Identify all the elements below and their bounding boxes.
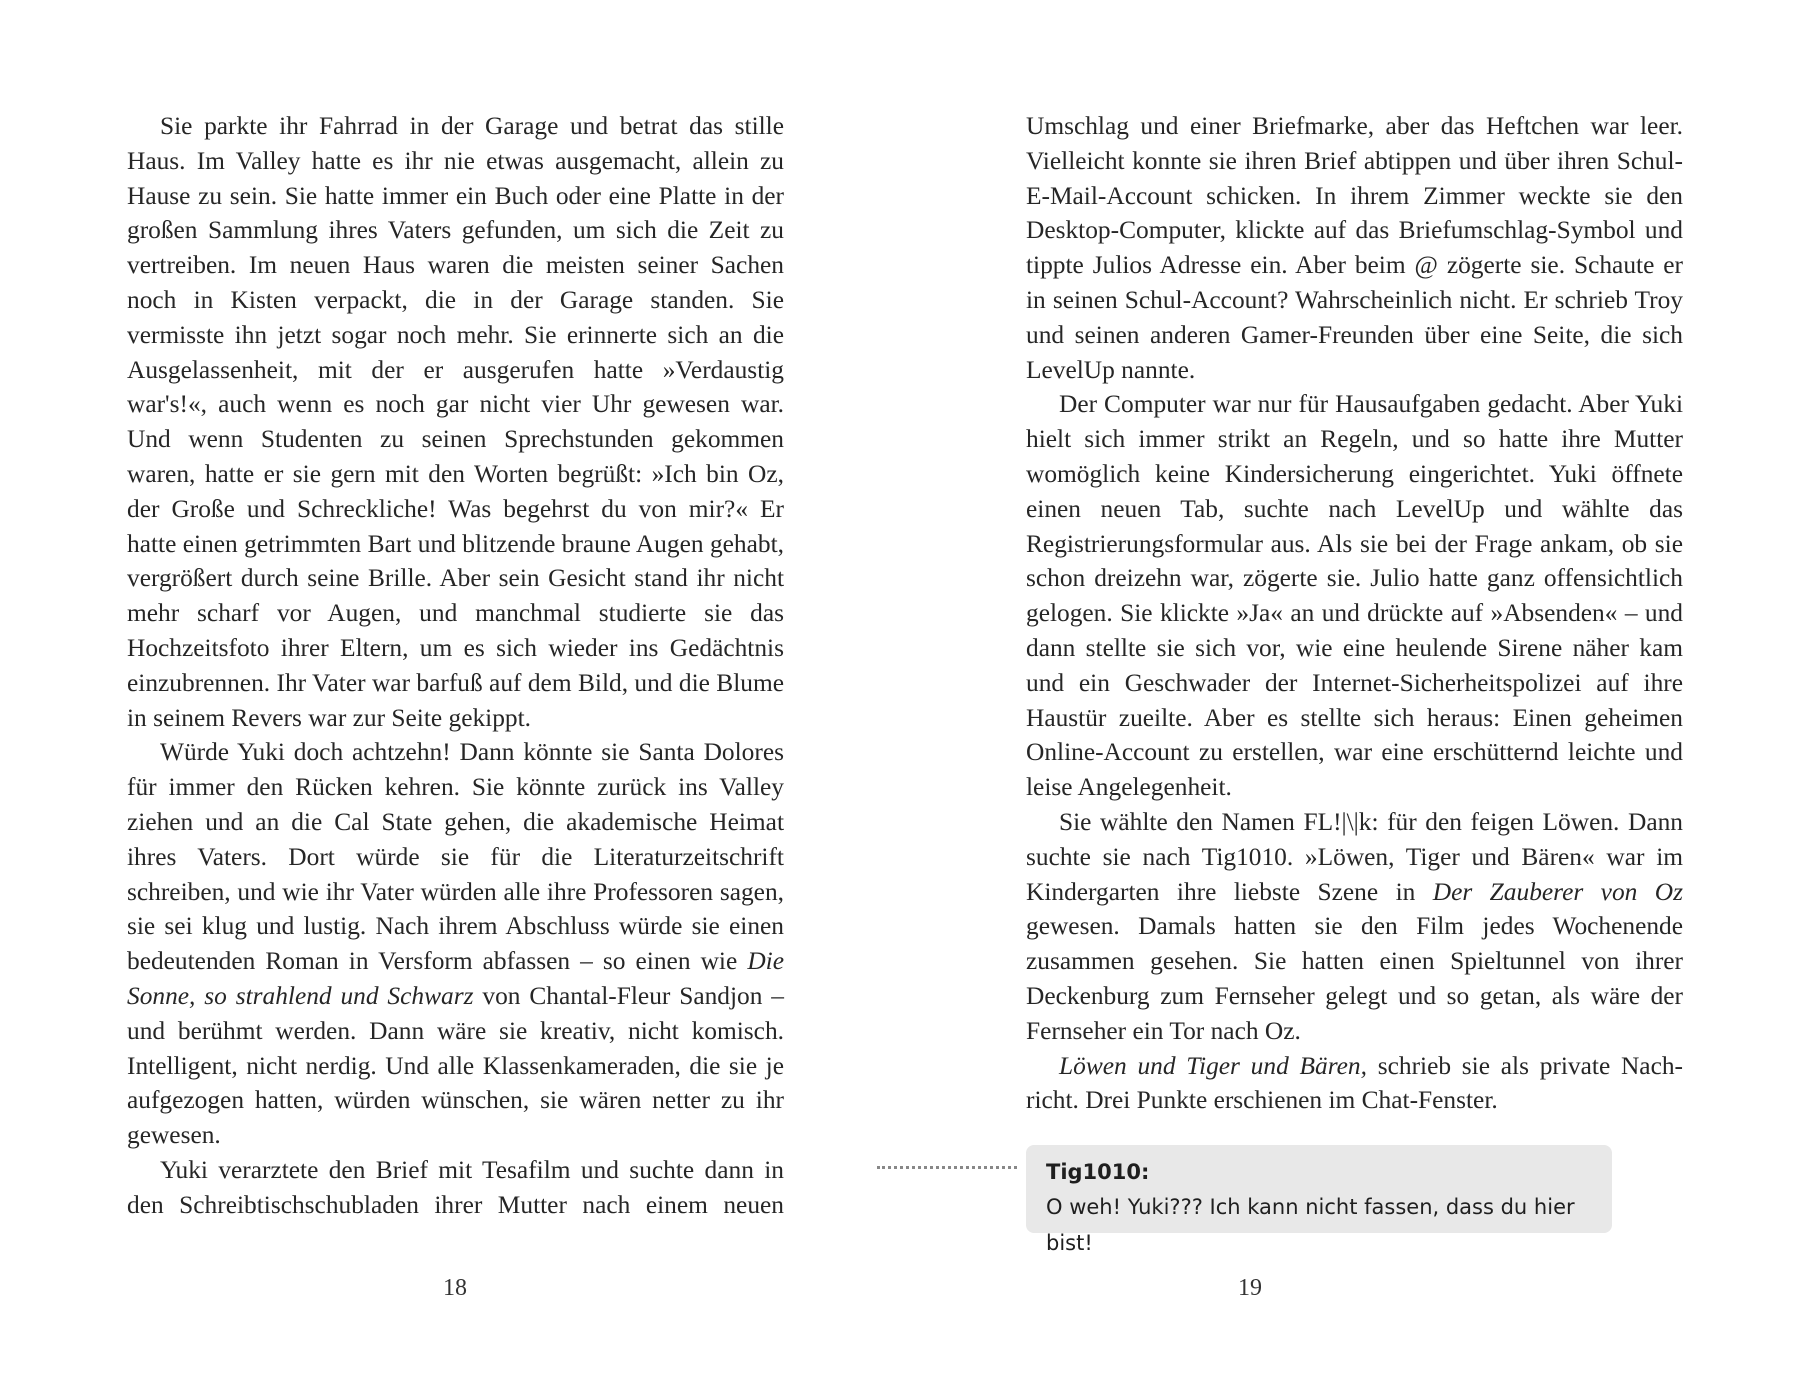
chat-message-text: O weh! Yuki??? Ich kann nicht fassen, dass du hier bist! <box>1046 1195 1575 1255</box>
chat-sender: Tig1010: <box>1046 1160 1150 1184</box>
paragraph: Umschlag und einer Briefmarke, aber das Heftchen war leer. Vielleicht konnte sie ihren Brief abtippen und über ihren Schul-E-Mail-Account schicken. In ihrem Zimmer weckte sie den Desktop-Computer, klickte auf das Briefumschlag-Symbol und tippte Julios Adresse ein. Aber beim @ zögerte sie. Schaute er in seinen Schul-Account? Wahrscheinlich nicht. Er schrieb Troy und seinen anderen Gamer-Freunden über eine Seite, die sich LevelUp nannte. <box>1026 112 1683 384</box>
paragraph-text: Würde Yuki doch achtzehn! Dann könnte sie Santa Dolores für immer den Rücken kehren. Sie könnte zurück ins Valley ziehen und an die Cal State gehen, die akademische Heimat ihres Vaters. Dort würde sie für die Literaturzeitschrift schreiben, und wie ihr Vater würden alle ihre Professoren sagen, sie sei klug und lustig. Nach ihrem Abschluss würde sie einen bedeutenden Roman in Versform abfassen – so einen wie <box>127 738 784 976</box>
right-page-text <box>1026 109 1683 1118</box>
chat-dotted-connector <box>877 1166 1017 1169</box>
right-page <box>900 0 1800 1400</box>
paragraph-text: von Chantal-Fleur Sandjon – und berühmt werden. Dann wäre sie kreativ, nicht komisch. Intelligent, nicht nerdig. Und alle Klassenkameraden, die sie je aufgezogen hatten, würden wünschen, sie wären netter zu ihr gewesen. <box>127 981 784 1150</box>
paragraph: Der Computer war nur für Hausaufgaben gedacht. Aber Yuki hielt sich immer strikt an Regeln, und so hatte ihre Mutter womöglich keine Kindersicherung eingerichtet. Yuki öffnete einen neuen Tab, suchte nach LevelUp und wählte das Registrierungsformular aus. Als sie bei der Frage ankam, ob sie schon dreizehn war, zögerte sie. Julio hatte ganz offensichtlich gelogen. Sie klickte »Ja« an und drückte auf »Absenden« – und dann stellte sie sich vor, wie eine heulende Sirene näher kam und ein Geschwader der Internet-Sicherheitspolizei auf ihre Haustür zueilte. Aber es stellte sich heraus: Einen geheimen Online-Account zu erstellen, war eine erschütternd leichte und leise Angelegenheit. <box>1026 390 1683 802</box>
paragraph-text: schrieb sie als private Nachricht. Drei Punkte erschienen im Chat-Fenster. <box>1026 1051 1683 1115</box>
page-number: 18 <box>443 1275 467 1301</box>
paragraph: Sie parkte ihr Fahrrad in der Garage und betrat das stille Haus. Im Valley hatte es ihr nie etwas ausgemacht, allein zu Hause zu sein. Sie hatte immer ein Buch oder eine Platte in der großen Sammlung ihres Vaters gefunden, um sich die Zeit zu vertreiben. Im neuen Haus waren die meisten seiner Sachen noch in Kisten verpackt, die in der Garage standen. Sie vermisste ihn jetzt sogar noch mehr. Sie erinnerte sich an die Ausgelassenheit, mit der er ausgerufen hatte »Verdaustig war's!«, auch wenn es noch gar nicht vier Uhr gewesen war. Und wenn Studenten zu seinen Sprechstunden gekommen waren, hatte er sie gern mit den Worten begrüßt: »Ich bin Oz, der Große und Schreckliche! Was begehrst du von mir?« Er hatte einen getrimmten Bart und blitzende braune Augen gehabt, vergrößert durch seine Brille. Aber sein Gesicht stand ihr nicht mehr scharf vor Augen, und manchmal studierte sie das Hochzeitsfoto ihrer Eltern, um es sich wieder ins Gedächtnis einzubrennen. Ihr Vater war barfuß auf dem Bild, und die Blume in seinem Revers war zur Seite gekippt. <box>127 112 784 732</box>
film-title-italic: Der Zauberer von Oz <box>1432 877 1683 906</box>
paragraph-text: Sie wählte den Namen FL!|\|k: für den feigen Löwen. Dann suchte sie nach Tig1010. »Löwen, Tiger und Bären« war im Kindergarten ihre liebste Szene in <box>1026 807 1683 906</box>
book-title-italic: Die Sonne, so strahlend und Schwarz <box>127 947 784 1010</box>
paragraph: Yuki verarztete den Brief mit Tesafilm und suchte dann in den Schreibtischschubladen ihrer Mutter nach einem neuen <box>127 1155 784 1219</box>
paragraph-text: gewesen. Damals hatten sie den Film jedes Wochenende zusammen gesehen. Sie hatten einen Spieltunnel von ihrer Deckenburg zum Fernseher gelegt und so getan, als wäre der Fernseher ein Tor nach Oz. <box>1026 912 1683 1045</box>
paragraph <box>1026 805 1683 1049</box>
chat-message-bubble <box>1026 1145 1612 1255</box>
left-page-text <box>127 109 784 1223</box>
message-italic: Löwen und Tiger und Bären, <box>1059 1051 1367 1080</box>
paragraph <box>1026 1049 1683 1119</box>
page-number: 19 <box>1238 1275 1262 1301</box>
paragraph <box>127 735 784 1153</box>
